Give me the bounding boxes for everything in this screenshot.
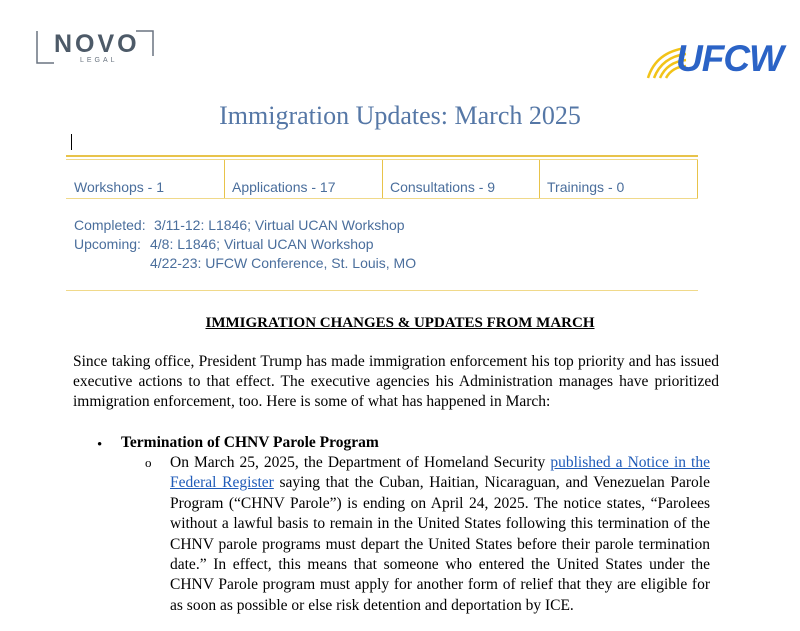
events-bottom-divider [66,290,698,291]
federal-register-link[interactable]: published a Notice in the Federal Register [170,454,710,492]
novo-logo-text: NOVO [54,30,140,58]
stat-applications: Applications - 17 [232,179,336,195]
stat-consultations: Consultations - 9 [390,179,496,195]
stats-bottom-divider [66,198,698,199]
stat-divider [224,160,225,198]
sub-bullet-text [170,453,710,616]
section-heading: IMMIGRATION CHANGES & UPDATES FROM MARCH [205,315,595,331]
novo-logo-subtext: LEGAL [80,57,118,64]
stat-trainings: Trainings - 0 [547,179,625,195]
stat-divider [697,160,698,198]
completed-event: 3/11-12: L1846; Virtual UCAN Workshop [154,217,405,233]
sub-text-before-link: On March 25, 2025, the Department of Homeland Security [170,454,551,471]
bullet-marker: • [97,437,103,453]
sub-text-after-link: saying that the Cuban, Haitian, Nicaraguan, and Venezuelan Parole Program (“CHNV Parole”) is ending on April 24, 2025. The notice states, “Parolees without a lawful basis to remain in the United States following this termination of the CHNV parole programs must depart the United States before their parole termination date.” In effect, this means that someone who entered the United States under the CHNV Parole program must apply for another form of relief that they are eligible for as soon as possible or else risk detention and deportation by ICE. [170,474,710,614]
intro-paragraph: Since taking office, President Trump has made immigration enforcement his top priority and has issued executive actions to that effect. The executive agencies his Administration manages have prioritized immigration enforcement, too. Here is some of what has happened in March: [73,353,719,410]
upcoming-label: Upcoming: [74,236,141,252]
divider-top [66,155,698,157]
stat-workshops: Workshops - 1 [74,179,164,195]
completed-label: Completed: [74,217,146,233]
text-cursor [71,134,72,150]
upcoming-event: 4/8: L1846; Virtual UCAN Workshop [150,236,374,252]
stat-divider [539,160,540,198]
bullet-title: Termination of CHNV Parole Program [121,434,379,451]
ufcw-logo-text: UFCW [676,38,783,79]
upcoming-event: 4/22-23: UFCW Conference, St. Louis, MO [150,255,417,271]
stat-divider [382,160,383,198]
page-title: Immigration Updates: March 2025 [219,101,581,130]
sub-bullet-marker: o [145,455,152,470]
